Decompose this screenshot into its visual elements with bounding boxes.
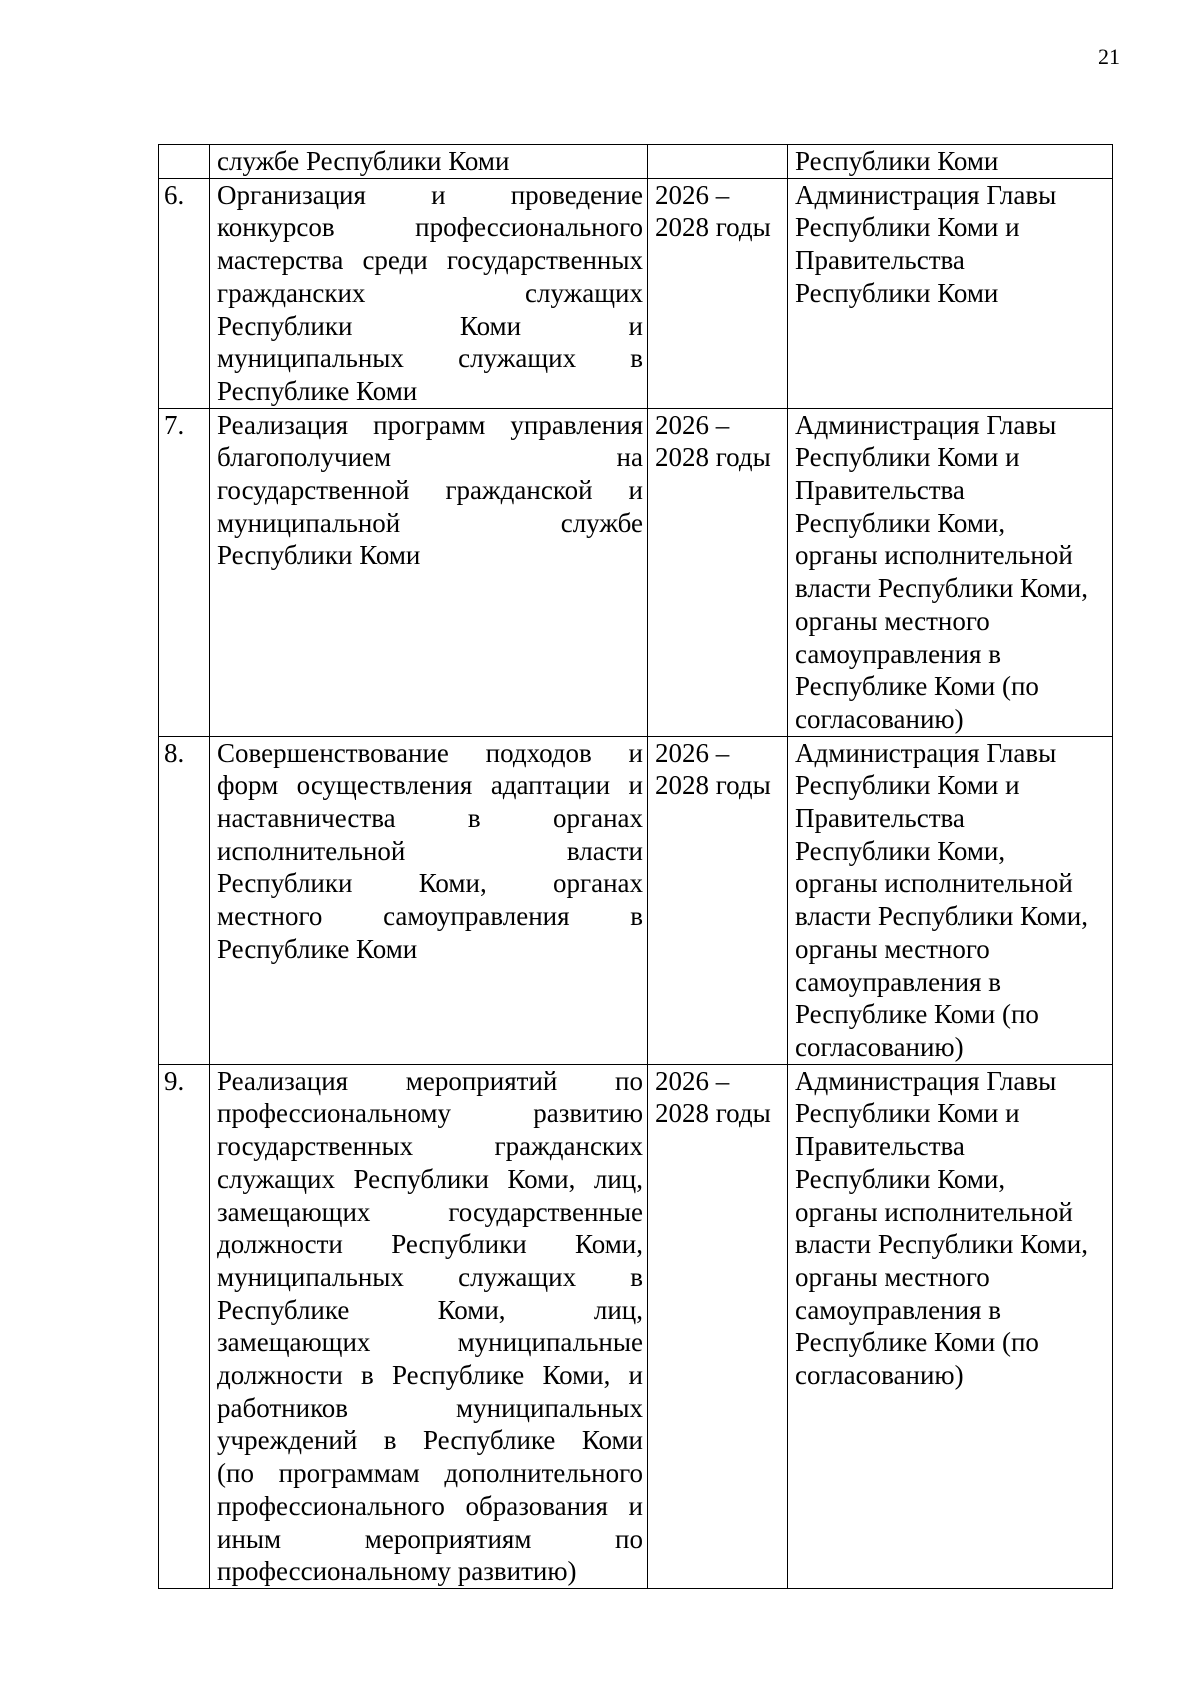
measure-description-cell-line: Республике Коми [217, 375, 418, 406]
measure-description-cell-line: гражданских служащих [217, 277, 643, 308]
measure-description-cell [210, 408, 648, 736]
measure-description-cell-line: благополучием на [217, 442, 643, 473]
responsible-cell-line: органы местного [795, 933, 990, 964]
responsible-cell-line: органы исполнительной [795, 540, 1073, 571]
measure-description-cell-line: государственных гражданских [217, 1131, 643, 1162]
row-number-cell [159, 145, 210, 179]
period-cell-line: 2028 годы [655, 770, 771, 801]
period-cell [648, 178, 788, 408]
measure-description-cell-line: должности Республики Коми, [217, 1229, 643, 1260]
measure-description-cell-line: исполнительной власти [217, 835, 643, 866]
measure-description-cell-line: учреждений в Республике Коми [217, 1425, 643, 1456]
period-cell-line: 2028 годы [655, 1098, 771, 1129]
responsible-cell-line: органы исполнительной [795, 868, 1073, 899]
measure-description-cell-line: иным мероприятиям по [217, 1523, 643, 1554]
measure-description-cell-line: служащих Республики Коми, лиц, [217, 1163, 643, 1194]
responsible-cell-line: органы местного [795, 605, 990, 636]
responsible-cell-line: Республики Коми [795, 146, 999, 176]
responsible-cell-line: власти Республики Коми, [795, 1229, 1088, 1260]
table-row [159, 178, 1113, 408]
measure-description-cell-line: замещающих государственные [217, 1196, 643, 1227]
row-number-cell: 8. [159, 736, 210, 1064]
measure-description-cell [210, 736, 648, 1064]
responsible-cell-line: Администрация Главы [795, 737, 1057, 768]
table-row [159, 408, 1113, 736]
responsible-cell-line: Администрация Главы [795, 409, 1057, 440]
table-body [159, 145, 1113, 1589]
measure-description-cell-line: муниципальных служащих в [217, 1261, 643, 1292]
measure-description-cell [210, 178, 648, 408]
measure-description-cell-line: профессиональному развитию [217, 1098, 643, 1129]
measure-description-cell-line: Республики Коми [217, 540, 421, 571]
row-number-cell: 7. [159, 408, 210, 736]
responsible-cell-line: власти Республики Коми, [795, 573, 1088, 604]
measures-table [158, 144, 1113, 1589]
measure-description-cell-line: Республике Коми [217, 933, 418, 964]
measure-description-cell-line: наставничества в органах [217, 803, 643, 834]
responsible-cell-line: Республики Коми и [795, 770, 1020, 801]
measure-description-cell [210, 145, 648, 179]
responsible-cell-line: Правительства [795, 245, 965, 276]
responsible-cell-line: самоуправления в [795, 966, 1001, 997]
responsible-cell-line: Администрация Главы [795, 179, 1057, 210]
responsible-cell [788, 736, 1113, 1064]
table-row [159, 736, 1113, 1064]
responsible-cell-line: самоуправления в [795, 1294, 1001, 1325]
measure-description-cell-line: Республики Коми, органах [217, 868, 643, 899]
measure-description-cell-line: форм осуществления адаптации и [217, 770, 643, 801]
responsible-cell-line: Республики Коми [795, 277, 999, 308]
responsible-cell-line: Республике Коми (по [795, 999, 1039, 1030]
responsible-cell-line: Республики Коми и [795, 212, 1020, 243]
measure-description-cell-line: (по программам дополнительного [217, 1458, 643, 1489]
measure-description-cell-line: Совершенствование подходов и [217, 737, 643, 768]
responsible-cell-line: Республики Коми, [795, 1163, 1006, 1194]
measure-description-cell-line: профессионального образования и [217, 1490, 643, 1521]
period-cell-line: 2026 – [655, 737, 730, 768]
responsible-cell-line: согласованию) [795, 703, 964, 734]
responsible-cell-line: согласованию) [795, 1031, 964, 1062]
measure-description-cell-line: Организация и проведение [217, 179, 643, 210]
measure-description-cell-line: Реализация программ управления [217, 409, 643, 440]
row-number-cell: 9. [159, 1064, 210, 1588]
period-cell [648, 145, 788, 179]
responsible-cell-line: органы исполнительной [795, 1196, 1073, 1227]
responsible-cell-line: Правительства [795, 1131, 965, 1162]
table-row [159, 145, 1113, 179]
measure-description-cell-line: Республике Коми, лиц, [217, 1294, 643, 1325]
responsible-cell-line: Республики Коми, [795, 507, 1006, 538]
measure-description-cell-line: муниципальных служащих в [217, 343, 643, 374]
period-cell-line: 2026 – [655, 179, 730, 210]
period-cell-line: 2028 годы [655, 442, 771, 473]
measure-description-cell-line: Реализация мероприятий по [217, 1065, 643, 1096]
responsible-cell [788, 1064, 1113, 1588]
responsible-cell-line: Правительства [795, 475, 965, 506]
responsible-cell-line: Администрация Главы [795, 1065, 1057, 1096]
page-number: 21 [1098, 44, 1120, 69]
period-cell-line: 2026 – [655, 1065, 730, 1096]
responsible-cell-line: органы местного [795, 1261, 990, 1292]
measure-description-cell-line: работников муниципальных [217, 1392, 643, 1423]
measure-description-cell-line: мастерства среди государственных [217, 245, 643, 276]
responsible-cell-line: Республике Коми (по [795, 671, 1039, 702]
measure-description-cell-line: местного самоуправления в [217, 901, 643, 932]
measure-description-cell-line: Республики Коми и [217, 310, 643, 341]
measure-description-cell-line: службе Республики Коми [217, 146, 510, 176]
measure-description-cell-line: должности в Республике Коми, и [217, 1360, 643, 1391]
responsible-cell-line: Республики Коми, [795, 835, 1006, 866]
measure-description-cell-line: профессиональному развитию) [217, 1556, 577, 1587]
table-row [159, 1064, 1113, 1588]
measure-description-cell-line: замещающих муниципальные [217, 1327, 643, 1358]
measure-description-cell-line: государственной гражданской и [217, 475, 643, 506]
responsible-cell [788, 178, 1113, 408]
measure-description-cell [210, 1064, 648, 1588]
period-cell-line: 2028 годы [655, 212, 771, 243]
responsible-cell-line: согласованию) [795, 1360, 964, 1391]
period-cell [648, 736, 788, 1064]
responsible-cell-line: Республике Коми (по [795, 1327, 1039, 1358]
measure-description-cell-line: муниципальной службе [217, 507, 643, 538]
responsible-cell-line: власти Республики Коми, [795, 901, 1088, 932]
period-cell [648, 408, 788, 736]
responsible-cell-line: Правительства [795, 803, 965, 834]
responsible-cell-line: Республики Коми и [795, 1098, 1020, 1129]
period-cell-line: 2026 – [655, 409, 730, 440]
responsible-cell [788, 145, 1113, 179]
responsible-cell-line: Республики Коми и [795, 442, 1020, 473]
responsible-cell [788, 408, 1113, 736]
row-number-cell: 6. [159, 178, 210, 408]
responsible-cell-line: самоуправления в [795, 638, 1001, 669]
period-cell [648, 1064, 788, 1588]
measure-description-cell-line: конкурсов профессионального [217, 212, 643, 243]
